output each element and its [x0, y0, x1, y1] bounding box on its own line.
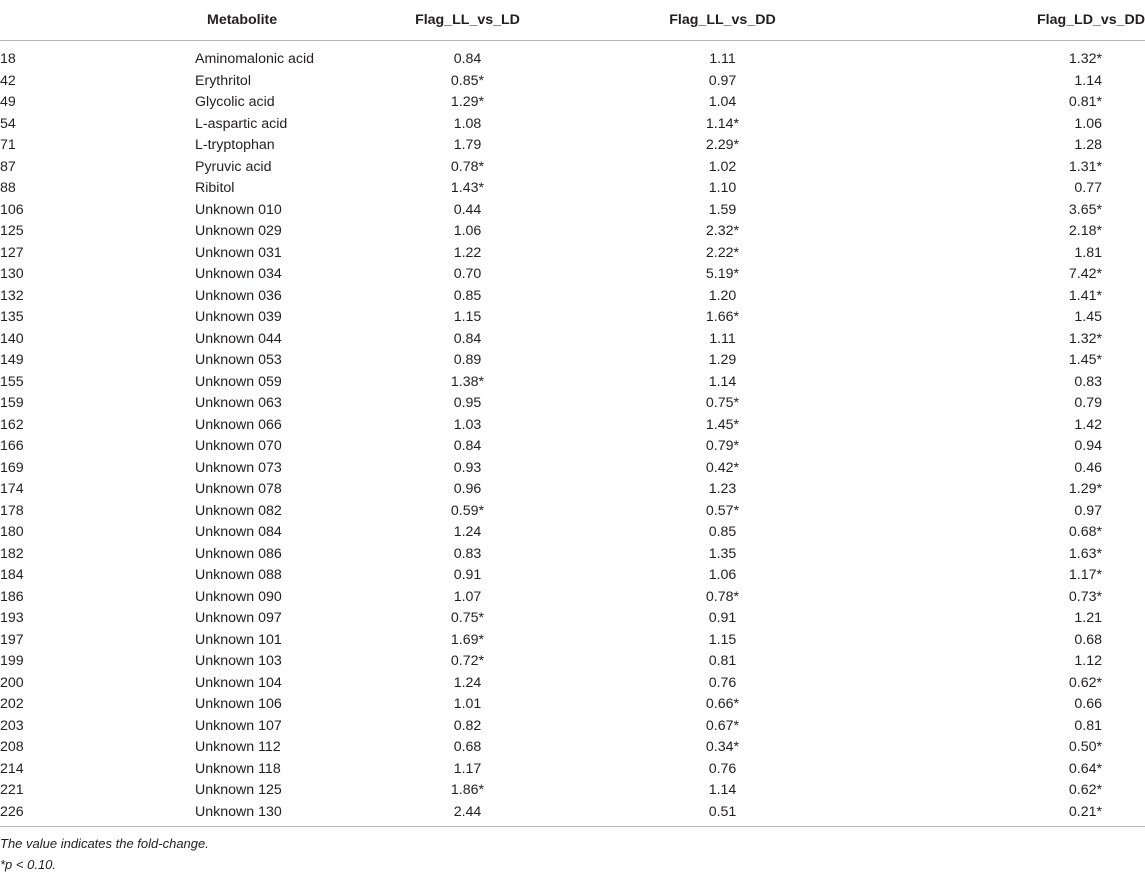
header-row: [0, 0, 1145, 41]
row-id-cell: 193: [0, 610, 24, 626]
metabolite-cell: Unknown 073: [195, 459, 282, 476]
flag-ll-vs-ld-cell: 0.44: [453, 201, 482, 218]
flag-ld-vs-dd-cell: 1.45*: [1068, 352, 1102, 368]
flag-ll-vs-ld-cell: 1.24: [453, 524, 482, 540]
flag-ll-vs-ld-cell: 0.84: [453, 438, 482, 454]
flag-ll-vs-dd-cell: 1.11: [709, 330, 736, 347]
row-id-cell: 174: [0, 481, 24, 497]
flag-ll-vs-dd-cell: 0.75*: [705, 395, 740, 411]
flag-ll-vs-dd-cell: 0.78*: [705, 588, 740, 605]
row-id-cell: 125: [0, 223, 24, 239]
table-row: [0, 350, 1145, 372]
flag-ld-vs-dd-cell: 2.18*: [1068, 223, 1102, 239]
metabolite-cell: Unknown 036: [195, 287, 282, 304]
table-row: [0, 200, 1145, 222]
row-id-cell: 155: [0, 373, 24, 390]
flag-ll-vs-ld-cell: 1.79: [453, 137, 482, 153]
metabolite-cell: Unknown 059: [195, 373, 282, 390]
flag-ll-vs-dd-cell: 1.35: [708, 545, 737, 562]
row-id-cell: 199: [0, 653, 24, 669]
flag-ll-vs-dd-cell: 0.51: [708, 803, 737, 820]
row-id-cell: 226: [0, 803, 24, 820]
row-id-cell: 132: [0, 287, 24, 304]
flag-ll-vs-dd-cell: 1.20: [708, 287, 737, 304]
flag-ll-vs-ld-cell: 0.96: [453, 481, 482, 497]
table-row: [0, 479, 1145, 501]
flag-ll-vs-ld-cell: 0.84: [453, 51, 482, 67]
row-id-cell: 197: [0, 631, 24, 648]
metabolite-cell: Unknown 084: [195, 524, 282, 540]
flag-ld-vs-dd-cell: 0.62*: [1068, 674, 1102, 691]
flag-ld-vs-dd-cell: 1.12: [1074, 653, 1102, 669]
table-row: [0, 565, 1145, 587]
table-row: [0, 501, 1145, 523]
flag-ll-vs-ld-cell: 1.86*: [450, 782, 485, 798]
flag-ld-vs-dd-cell: 0.68*: [1068, 524, 1102, 540]
flag-ld-vs-dd-cell: 0.66: [1074, 696, 1102, 712]
flag-ll-vs-dd-cell: 0.76: [708, 674, 737, 691]
flag-ll-vs-ld-cell: 1.69*: [450, 631, 485, 648]
flag-ll-vs-dd-cell: 2.32*: [705, 223, 740, 239]
flag-ld-vs-dd-cell: 0.62*: [1068, 782, 1102, 798]
row-id-cell: 87: [0, 158, 16, 175]
table-row: [0, 178, 1145, 200]
flag-ll-vs-ld-cell: 0.59*: [450, 502, 485, 519]
metabolite-cell: L-aspartic acid: [195, 115, 288, 132]
metabolite-cell: Unknown 070: [195, 438, 282, 454]
flag-ll-vs-ld-cell: 0.75*: [450, 610, 485, 626]
flag-ll-vs-dd-cell: 1.02: [708, 158, 737, 175]
table-row: [0, 307, 1145, 329]
flag-ll-vs-dd-cell: 0.42*: [705, 459, 740, 476]
table-row: [0, 458, 1145, 480]
flag-ll-vs-dd-cell: 0.66*: [705, 696, 740, 712]
flag-ll-vs-dd-cell: 0.79*: [705, 438, 740, 454]
flag-ll-vs-ld-cell: 1.15: [453, 309, 482, 325]
row-id-cell: 42: [0, 72, 16, 89]
metabolite-cell: Unknown 125: [195, 782, 282, 798]
row-id-cell: 140: [0, 330, 24, 347]
flag-ll-vs-dd-cell: 1.23: [708, 481, 737, 497]
table-row: [0, 780, 1145, 802]
table-header: [0, 0, 1145, 41]
flag-ll-vs-ld-cell: 0.95: [453, 395, 482, 411]
flag-ll-vs-ld-cell: 1.01: [453, 696, 482, 712]
flag-ld-vs-dd-cell: 0.21*: [1068, 803, 1102, 820]
header-id: [0, 0, 195, 41]
metabolite-cell: Unknown 063: [195, 395, 282, 411]
flag-ll-vs-dd-cell: 0.76: [708, 760, 737, 777]
flag-ld-vs-dd-cell: 1.31*: [1068, 158, 1102, 175]
metabolite-cell: Unknown 103: [195, 653, 282, 669]
flag-ll-vs-ld-cell: 1.43*: [450, 180, 485, 196]
flag-ld-vs-dd-cell: 3.65*: [1068, 201, 1102, 218]
table-row: [0, 544, 1145, 566]
row-id-cell: 214: [0, 760, 24, 777]
table-row: [0, 221, 1145, 243]
flag-ld-vs-dd-cell: 1.32*: [1068, 330, 1102, 347]
metabolite-cell: Unknown 031: [195, 244, 282, 261]
metabolite-cell: Ribitol: [195, 180, 235, 196]
flag-ll-vs-ld-cell: 1.24: [453, 674, 482, 691]
flag-ll-vs-ld-cell: 0.82: [453, 717, 482, 734]
row-id-cell: 130: [0, 266, 24, 282]
metabolite-cell: Unknown 039: [195, 309, 282, 325]
flag-ll-vs-dd-cell: 0.81: [708, 653, 737, 669]
table-row: [0, 673, 1145, 695]
table-row: [0, 372, 1145, 394]
flag-ll-vs-ld-cell: 0.83: [453, 545, 482, 562]
flag-ll-vs-ld-cell: 1.22: [453, 244, 482, 261]
metabolite-cell: Unknown 053: [195, 352, 282, 368]
row-id-cell: 200: [0, 674, 24, 691]
metabolite-cell: Unknown 034: [195, 266, 282, 282]
table-row: [0, 135, 1145, 157]
row-id-cell: 182: [0, 545, 24, 562]
row-id-cell: 178: [0, 502, 24, 519]
table-row: [0, 71, 1145, 93]
table-row: [0, 286, 1145, 308]
metabolite-cell: Unknown 107: [195, 717, 282, 734]
flag-ld-vs-dd-cell: 0.46: [1074, 459, 1102, 476]
row-id-cell: 203: [0, 717, 24, 734]
table-row: [0, 630, 1145, 652]
metabolite-cell: Unknown 082: [195, 502, 282, 519]
flag-ld-vs-dd-cell: 0.94: [1074, 438, 1102, 454]
flag-ll-vs-dd-cell: 1.45*: [705, 416, 740, 433]
flag-ll-vs-ld-cell: 1.08: [453, 115, 482, 132]
flag-ll-vs-dd-cell: 1.14: [708, 782, 737, 798]
flag-ll-vs-ld-cell: 0.68: [453, 739, 482, 755]
flag-ld-vs-dd-cell: 1.32*: [1068, 51, 1102, 67]
table-body: [0, 41, 1145, 827]
flag-ll-vs-dd-cell: 0.67*: [705, 717, 740, 734]
flag-ld-vs-dd-cell: 1.63*: [1068, 545, 1102, 562]
table-row: [0, 737, 1145, 759]
header-flag-ld-vs-dd: Flag_LD_vs_DD: [840, 0, 1145, 41]
metabolite-cell: Pyruvic acid: [195, 158, 272, 175]
footnote-significance: *p < 0.10.: [0, 857, 57, 872]
row-id-cell: 169: [0, 459, 24, 476]
flag-ll-vs-dd-cell: 0.91: [708, 610, 737, 626]
row-id-cell: 166: [0, 438, 24, 454]
metabolite-cell: Unknown 090: [195, 588, 282, 605]
flag-ld-vs-dd-cell: 0.81: [1074, 717, 1102, 734]
flag-ll-vs-ld-cell: 0.93: [453, 459, 482, 476]
table-row: [0, 157, 1145, 179]
table-row: [0, 522, 1145, 544]
metabolite-cell: Unknown 106: [195, 696, 282, 712]
metabolite-cell: Unknown 101: [195, 631, 282, 648]
row-id-cell: 49: [0, 94, 16, 110]
flag-ll-vs-ld-cell: 0.70: [453, 266, 482, 282]
flag-ld-vs-dd-cell: 0.97: [1074, 502, 1102, 519]
flag-ll-vs-ld-cell: 1.07: [453, 588, 482, 605]
flag-ll-vs-dd-cell: 0.85: [708, 524, 737, 540]
flag-ld-vs-dd-cell: 0.79: [1074, 395, 1102, 411]
header-flag-ll-vs-dd: Flag_LL_vs_DD: [570, 0, 840, 41]
row-id-cell: 88: [0, 180, 16, 196]
table-footnotes: [0, 827, 1145, 875]
row-id-cell: 180: [0, 524, 24, 540]
table-row: [0, 114, 1145, 136]
metabolite-cell: Erythritol: [195, 72, 251, 89]
metabolite-cell: Unknown 104: [195, 674, 282, 691]
flag-ld-vs-dd-cell: 1.45: [1074, 309, 1102, 325]
row-id-cell: 221: [0, 782, 24, 798]
row-id-cell: 186: [0, 588, 24, 605]
flag-ld-vs-dd-cell: 1.14: [1074, 72, 1102, 89]
flag-ll-vs-dd-cell: 1.06: [708, 567, 737, 583]
flag-ll-vs-ld-cell: 0.85: [453, 287, 482, 304]
metabolite-cell: Unknown 044: [195, 330, 282, 347]
flag-ld-vs-dd-cell: 0.64*: [1068, 760, 1102, 777]
row-id-cell: 202: [0, 696, 24, 712]
row-id-cell: 54: [0, 115, 16, 132]
flag-ll-vs-dd-cell: 1.29: [708, 352, 737, 368]
row-id-cell: 127: [0, 244, 24, 261]
table-row: [0, 694, 1145, 716]
flag-ld-vs-dd-cell: 0.83: [1074, 373, 1102, 390]
flag-ld-vs-dd-cell: 1.28: [1074, 137, 1102, 153]
metabolite-cell: Unknown 130: [195, 803, 282, 820]
flag-ll-vs-ld-cell: 0.85*: [450, 72, 485, 89]
flag-ld-vs-dd-cell: 0.68: [1074, 631, 1102, 648]
table-row: [0, 243, 1145, 265]
table-row: [0, 608, 1145, 630]
metabolite-cell: L-tryptophan: [195, 137, 275, 153]
table-row: [0, 436, 1145, 458]
table-row: [0, 92, 1145, 114]
flag-ll-vs-ld-cell: 0.91: [453, 567, 482, 583]
table-row: [0, 329, 1145, 351]
flag-ld-vs-dd-cell: 0.50*: [1068, 739, 1102, 755]
flag-ll-vs-ld-cell: 0.78*: [450, 158, 485, 175]
flag-ld-vs-dd-cell: 1.81: [1074, 244, 1102, 261]
table-row: [0, 651, 1145, 673]
header-flag-ll-vs-ld: Flag_LL_vs_LD: [325, 0, 570, 41]
flag-ll-vs-dd-cell: 1.66*: [705, 309, 740, 325]
metabolite-cell: Unknown 078: [195, 481, 282, 497]
flag-ll-vs-ld-cell: 1.06: [453, 223, 482, 239]
metabolite-cell: Aminomalonic acid: [195, 51, 315, 67]
flag-ld-vs-dd-cell: 0.73*: [1068, 588, 1102, 605]
metabolite-cell: Unknown 029: [195, 223, 282, 239]
metabolite-cell: Unknown 097: [195, 610, 282, 626]
flag-ll-vs-dd-cell: 0.97: [708, 72, 737, 89]
row-id-cell: 135: [0, 309, 24, 325]
metabolite-cell: Unknown 088: [195, 567, 282, 583]
flag-ll-vs-dd-cell: 1.14: [708, 373, 737, 390]
row-id-cell: 184: [0, 567, 24, 583]
flag-ll-vs-ld-cell: 2.44: [453, 803, 482, 820]
flag-ld-vs-dd-cell: 1.17*: [1068, 567, 1102, 583]
table-row: [0, 716, 1145, 738]
flag-ld-vs-dd-cell: 1.21: [1074, 610, 1102, 626]
table-row: [0, 587, 1145, 609]
row-id-cell: 106: [0, 201, 24, 218]
flag-ll-vs-ld-cell: 1.29*: [450, 94, 485, 110]
metabolite-cell: Unknown 086: [195, 545, 282, 562]
flag-ld-vs-dd-cell: 0.77: [1074, 180, 1102, 196]
flag-ld-vs-dd-cell: 0.81*: [1068, 94, 1102, 110]
flag-ll-vs-dd-cell: 5.19*: [705, 266, 740, 282]
metabolite-cell: Unknown 118: [195, 760, 281, 777]
row-id-cell: 18: [0, 51, 16, 67]
flag-ll-vs-dd-cell: 1.59: [708, 201, 737, 218]
flag-ll-vs-ld-cell: 0.72*: [450, 653, 485, 669]
table-row: [0, 41, 1145, 71]
flag-ll-vs-ld-cell: 1.38*: [450, 373, 485, 390]
row-id-cell: 159: [0, 395, 24, 411]
flag-ld-vs-dd-cell: 7.42*: [1068, 266, 1102, 282]
flag-ll-vs-dd-cell: 1.15: [708, 631, 737, 648]
flag-ld-vs-dd-cell: 1.41*: [1068, 287, 1102, 304]
flag-ld-vs-dd-cell: 1.29*: [1068, 481, 1102, 497]
flag-ll-vs-dd-cell: 2.29*: [705, 137, 740, 153]
metabolite-cell: Unknown 010: [195, 201, 282, 218]
flag-ll-vs-dd-cell: 0.34*: [705, 739, 740, 755]
row-id-cell: 162: [0, 416, 24, 433]
flag-ll-vs-dd-cell: 1.04: [708, 94, 737, 110]
row-id-cell: 208: [0, 739, 24, 755]
flag-ll-vs-dd-cell: 1.14*: [705, 115, 740, 132]
flag-ll-vs-ld-cell: 0.84: [453, 330, 482, 347]
flag-ll-vs-ld-cell: 0.89: [453, 352, 482, 368]
flag-ll-vs-ld-cell: 1.17: [453, 760, 482, 777]
flag-ll-vs-dd-cell: 0.57*: [705, 502, 740, 519]
table-row: [0, 393, 1145, 415]
flag-ll-vs-dd-cell: 1.11: [709, 51, 736, 67]
row-id-cell: 149: [0, 352, 24, 368]
table-row: [0, 415, 1145, 437]
flag-ld-vs-dd-cell: 1.06: [1074, 115, 1102, 132]
metabolite-cell: Glycolic acid: [195, 94, 275, 110]
flag-ll-vs-dd-cell: 1.10: [708, 180, 737, 196]
flag-ll-vs-dd-cell: 2.22*: [705, 244, 740, 261]
metabolite-cell: Unknown 112: [195, 739, 281, 755]
table-row: [0, 759, 1145, 781]
table-row: [0, 264, 1145, 286]
flag-ld-vs-dd-cell: 1.42: [1074, 416, 1102, 433]
row-id-cell: 71: [0, 137, 16, 153]
header-metabolite: Metabolite: [195, 0, 325, 41]
table-row: [0, 802, 1145, 827]
flag-ll-vs-ld-cell: 1.03: [453, 416, 482, 433]
metabolite-cell: Unknown 066: [195, 416, 282, 433]
footnote-fold-change: The value indicates the fold-change.: [0, 836, 209, 851]
